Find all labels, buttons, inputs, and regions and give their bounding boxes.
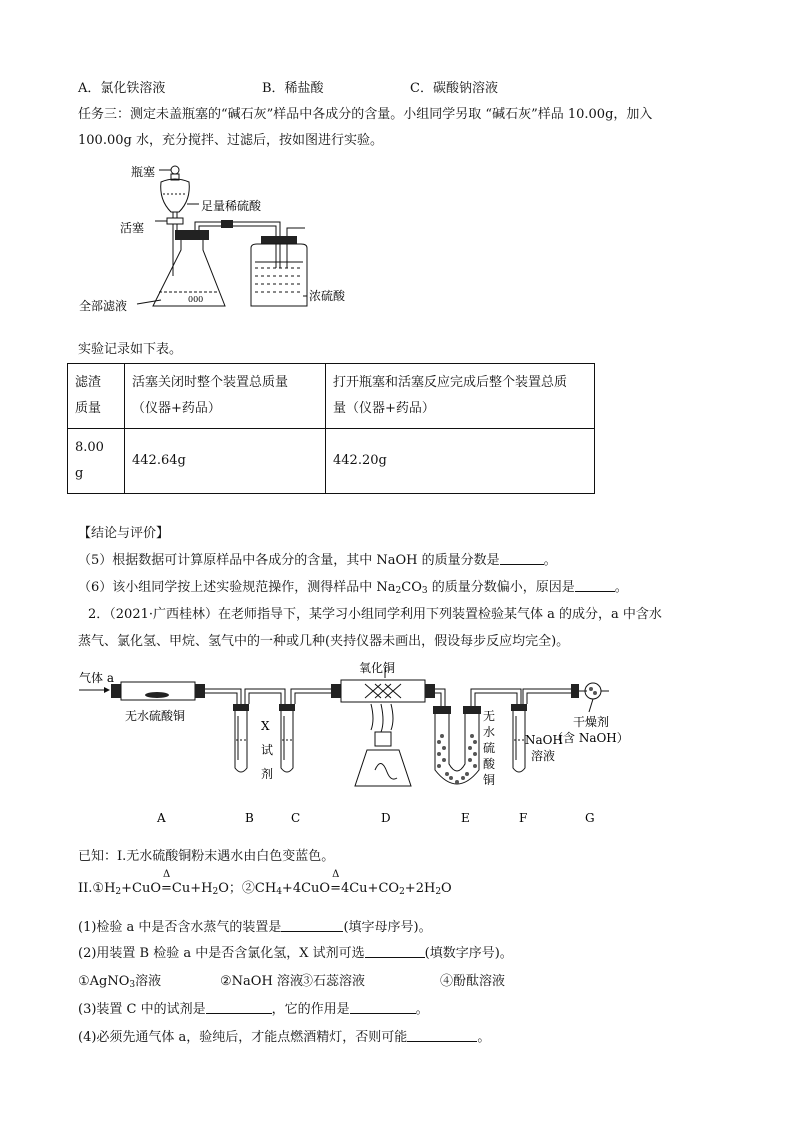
reagent-x-label-3: 剂 <box>261 767 274 781</box>
q3-answer-blank-1[interactable] <box>206 1001 272 1014</box>
q3-answer-blank-2[interactable] <box>350 1001 416 1014</box>
option-a: A．氯化铁溶液 <box>78 81 166 96</box>
question-6: （6）该小组同学按上述实验规范操作，测得样品中 $Na_2CO_3$ 的质量分数偏小，原因是 。 <box>78 580 628 596</box>
q2-option-3: ③石蕊溶液 <box>300 974 366 989</box>
acid-label: 足量稀硫酸 <box>201 199 262 213</box>
apparatus-figure-2 <box>75 660 629 830</box>
gas-a-label: 气体 a <box>79 671 114 685</box>
question-5: （5）根据数据可计算原样品中各成分的含量，其中 NaOH 的质量分数是 。 <box>78 553 557 568</box>
letter-e: E <box>461 811 470 825</box>
header-closed-mass: 活塞关闭时整个装置总质量 （仪器+药品） <box>125 364 326 429</box>
table-row <box>68 429 595 494</box>
q2-answer-blank[interactable] <box>365 945 425 958</box>
option-c: C．碳酸钠溶液 <box>410 81 498 96</box>
letter-b: B <box>245 811 254 825</box>
letter-a: A <box>157 811 166 825</box>
q2-option-2: ②NaOH 溶液 <box>220 974 303 989</box>
known-ii: $II.①H_2+CuO$ Δ $=Cu+H_2O$；$②CH_4+4CuO$ Δ $=4Cu+CO_2+2H_2O$ <box>78 869 452 897</box>
reagent-x-label-1: X <box>261 719 270 733</box>
desiccant-label-2: （含 NaOH） <box>551 731 629 745</box>
valve-label: 活塞 <box>120 221 145 235</box>
q2-option-4: ④酚酞溶液 <box>440 974 506 989</box>
svg-text:000: 000 <box>188 295 204 304</box>
question-4: (4)必须先通气体 a，验纯后，才能点燃酒精灯，否则可能 。 <box>78 1030 491 1045</box>
conclusion-heading: 【结论与评价】 <box>78 526 170 541</box>
naoh-label-1: NaOH <box>525 733 563 747</box>
apparatus-figure-1 <box>75 158 365 318</box>
e-label-3: 硫 <box>483 741 496 755</box>
q2-option-1: ①AgNO$_3$溶液 <box>78 974 162 990</box>
option-b: B．稀盐酸 <box>262 81 324 96</box>
filtrate-label: 全部滤液 <box>79 299 128 313</box>
q5-answer-blank[interactable] <box>500 552 544 565</box>
q1-answer-blank[interactable] <box>281 919 343 932</box>
letter-c: C <box>291 811 301 825</box>
letter-d: D <box>381 811 391 825</box>
question-3: (3)装置 C 中的试剂是 ，它的作用是 。 <box>78 1002 429 1017</box>
e-label-5: 铜 <box>483 773 496 787</box>
record-table <box>67 363 595 494</box>
e-label-4: 酸 <box>483 757 496 771</box>
problem2-line2: 蒸气、氯化氢、甲烷、氢气中的一种或几种(夹持仪器未画出，假设每步反应均完全)。 <box>78 634 570 649</box>
desiccant-label-1: 干燥剂 <box>573 715 610 729</box>
naoh-label-2: 溶液 <box>531 749 556 763</box>
q6-answer-blank[interactable] <box>575 579 615 592</box>
known-i: 已知：I.无水硫酸铜粉末遇水由白色变蓝色。 <box>78 849 335 864</box>
e-label-1: 无 <box>483 709 496 723</box>
anhydrous-cuso4-label: 无水硫酸铜 <box>125 709 186 723</box>
table-header-row <box>68 364 595 429</box>
e-label-2: 水 <box>483 725 496 739</box>
problem2-line1: 2．（2021·广西桂林）在老师指导下，某学习小组同学利用下列装置检验某气体 a 的成分，a 中含水 <box>88 607 662 622</box>
header-residue: 滤渣 质量 <box>68 364 125 429</box>
reagent-x-label-2: 试 <box>261 743 274 757</box>
task3-line1: 任务三：测定未盖瓶塞的“碱石灰”样品中各成分的含量。小组同学另取 “碱石灰”样品 10.00g，加入 <box>78 107 653 122</box>
cell-residue: 8.00 g <box>68 429 125 494</box>
stopper-label: 瓶塞 <box>131 165 156 179</box>
cell-closed-mass: 442.64g <box>125 429 326 494</box>
question-2: (2)用装置 B 检验 a 中是否含氯化氢，X 试剂可选 (填数字序号)。 <box>78 946 513 961</box>
record-intro: 实验记录如下表。 <box>78 342 183 357</box>
task3-line2: 100.00g 水，充分搅拌、过滤后，按如图进行实验。 <box>78 133 383 148</box>
question-1: (1)检验 a 中是否含水蒸气的装置是 (填字母序号)。 <box>78 920 432 935</box>
conc-acid-label: 浓硫酸 <box>309 289 346 303</box>
letter-g: G <box>585 811 595 825</box>
cell-open-mass: 442.20g <box>326 429 595 494</box>
cuo-label: 氧化铜 <box>359 661 396 675</box>
q4-answer-blank[interactable] <box>407 1029 477 1042</box>
letter-f: F <box>519 811 528 825</box>
header-open-mass: 打开瓶塞和活塞反应完成后整个装置总质 量（仪器+药品） <box>326 364 595 429</box>
